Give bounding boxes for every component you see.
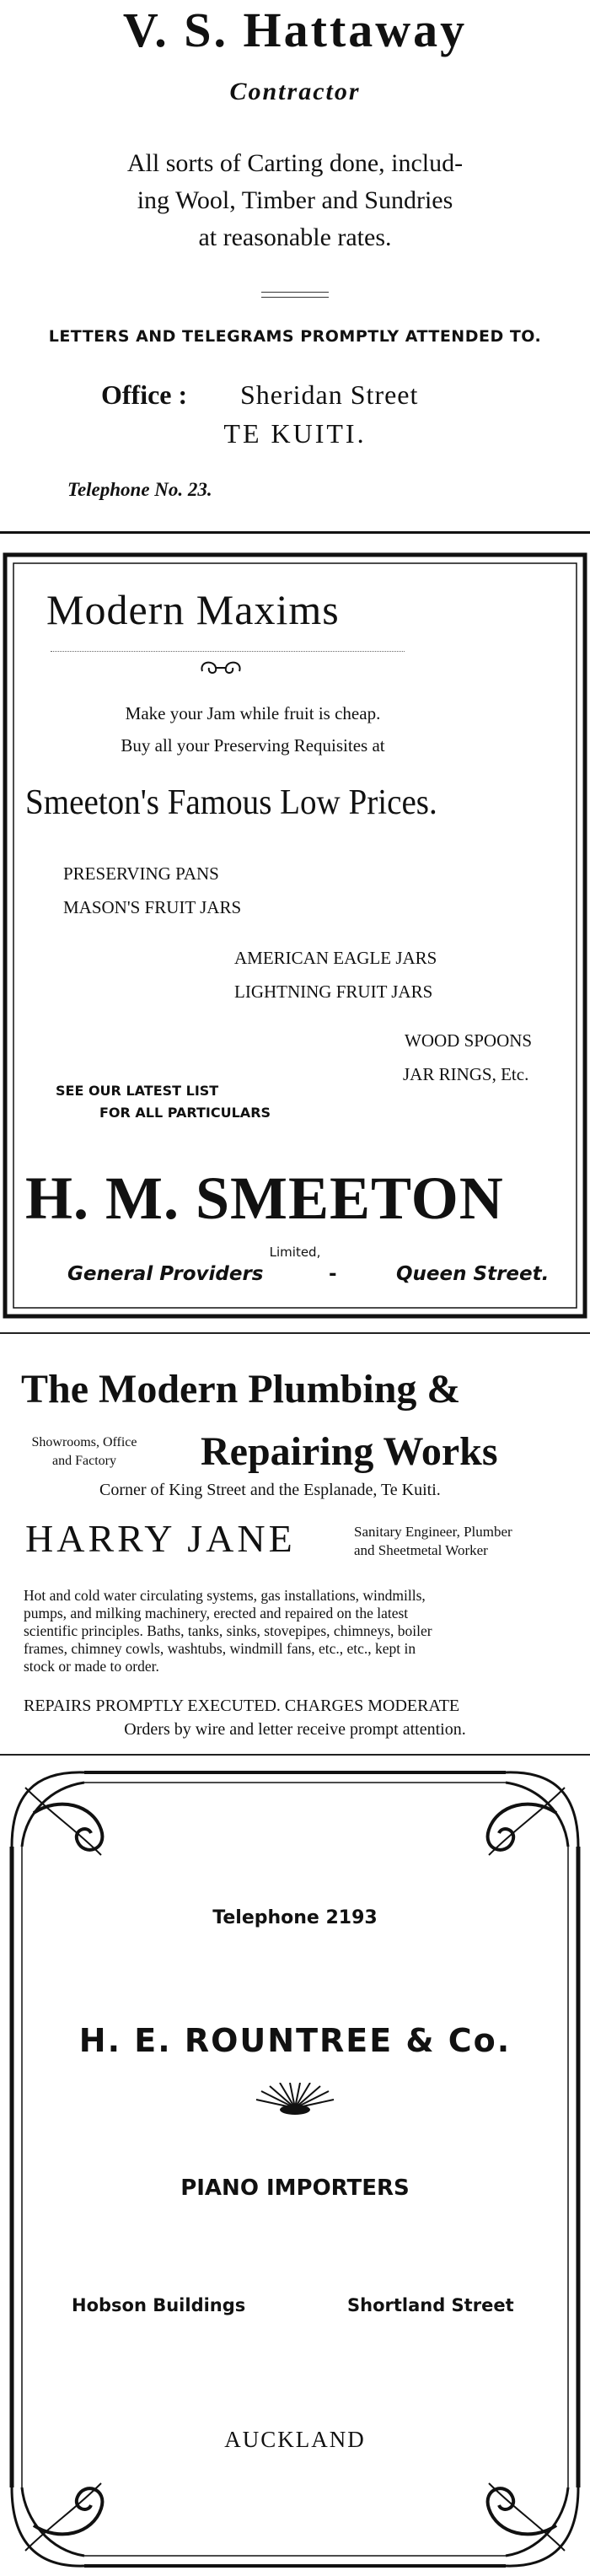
harry-jane-name: HARRY JANE <box>25 1517 296 1560</box>
repairing-works-heading: Repairing Works <box>201 1429 498 1474</box>
product-item: JAR RINGS, Etc. <box>403 1064 529 1084</box>
product-item: MASON'S FRUIT JARS <box>63 897 242 917</box>
ornament-icon <box>196 656 246 678</box>
art-nouveau-border <box>0 1762 590 2576</box>
showrooms-note <box>21 1433 148 1471</box>
plumbing-heading: The Modern Plumbing & <box>21 1367 461 1412</box>
heading-underline <box>51 651 405 652</box>
product-item: WOOD SPOONS <box>405 1030 533 1051</box>
orders-notice: Orders by wire and letter receive prompt attention. <box>124 1720 466 1739</box>
maxim-line: Make your Jam while fruit is cheap. <box>125 703 381 723</box>
separator-dash: - <box>329 1263 337 1285</box>
desc-line: ing Wool, Timber and Sundries <box>137 186 453 214</box>
services-line: stock or made to order. <box>24 1658 159 1675</box>
showrooms-line: and Factory <box>52 1454 116 1468</box>
shortland-street: Shortland Street <box>347 2295 514 2315</box>
desc-line: All sorts of Carting done, includ- <box>126 149 464 177</box>
section-divider <box>0 1332 590 1334</box>
hattaway-telephone: Telephone No. 23. <box>67 479 212 500</box>
rountree-company: H. E. ROUNTREE & Co. <box>78 2022 512 2059</box>
smeeton-company: H. M. SMEETON <box>25 1164 504 1232</box>
plumbing-services <box>24 1587 571 1675</box>
divider <box>261 292 329 293</box>
auckland-city: AUCKLAND <box>224 2427 366 2452</box>
product-item: AMERICAN EAGLE JARS <box>234 948 437 968</box>
hobson-buildings: Hobson Buildings <box>72 2295 246 2315</box>
services-line: frames, chimney cowls, washtubs, windmill fans, etc., etc., kept in <box>24 1640 416 1657</box>
maxims-heading: Modern Maxims <box>46 586 340 633</box>
hattaway-name: V. S. Hattaway <box>122 3 468 57</box>
plumbing-address: Corner of King Street and the Esplanade, Te Kuiti. <box>99 1481 441 1499</box>
services-line: Hot and cold water circulating systems, gas installations, windmills, <box>24 1587 426 1604</box>
rountree-telephone: Telephone 2193 <box>212 1907 378 1928</box>
showrooms-line: Showrooms, Office <box>31 1435 137 1449</box>
maxim-line: Buy all your Preserving Requisites at <box>121 735 385 756</box>
hattaway-title: Contractor <box>229 78 361 105</box>
repairs-notice: REPAIRS PROMPTLY EXECUTED. CHARGES MODERATE <box>24 1697 460 1715</box>
harry-jane-role <box>354 1523 512 1560</box>
office-town: TE KUITI. <box>223 418 367 449</box>
desc-line: at reasonable rates. <box>198 223 392 251</box>
section-divider <box>0 1754 590 1756</box>
product-item: LIGHTNING FRUIT JARS <box>234 981 433 1002</box>
role-line: and Sheetmetal Worker <box>354 1542 488 1558</box>
services-line: scientific principles. Baths, tanks, sinks, stovepipes, chimneys, boiler <box>24 1622 432 1639</box>
see-list-line: FOR ALL PARTICULARS <box>99 1105 271 1121</box>
piano-importers: PIANO IMPORTERS <box>180 2175 410 2201</box>
letters-notice: LETTERS AND TELEGRAMS PROMPTLY ATTENDED TO. <box>48 327 542 346</box>
queen-street: Queen Street. <box>396 1263 550 1285</box>
sunburst-icon <box>253 2083 337 2116</box>
divider <box>261 297 329 298</box>
product-item: PRESERVING PANS <box>63 863 219 884</box>
hattaway-description <box>0 145 590 256</box>
company-limited: Limited, <box>269 1245 321 1260</box>
section-divider <box>0 531 590 534</box>
role-line: Sanitary Engineer, Plumber <box>354 1524 512 1540</box>
office-label: Office : <box>101 379 188 410</box>
see-list-line: SEE OUR LATEST LIST <box>56 1083 219 1099</box>
services-line: pumps, and milking machinery, erected and repaired on the latest <box>24 1605 409 1621</box>
general-providers: General Providers <box>67 1263 264 1285</box>
smeeton-slogan: Smeeton's Famous Low Prices. <box>25 783 437 822</box>
office-street: Sheridan Street <box>240 379 419 410</box>
